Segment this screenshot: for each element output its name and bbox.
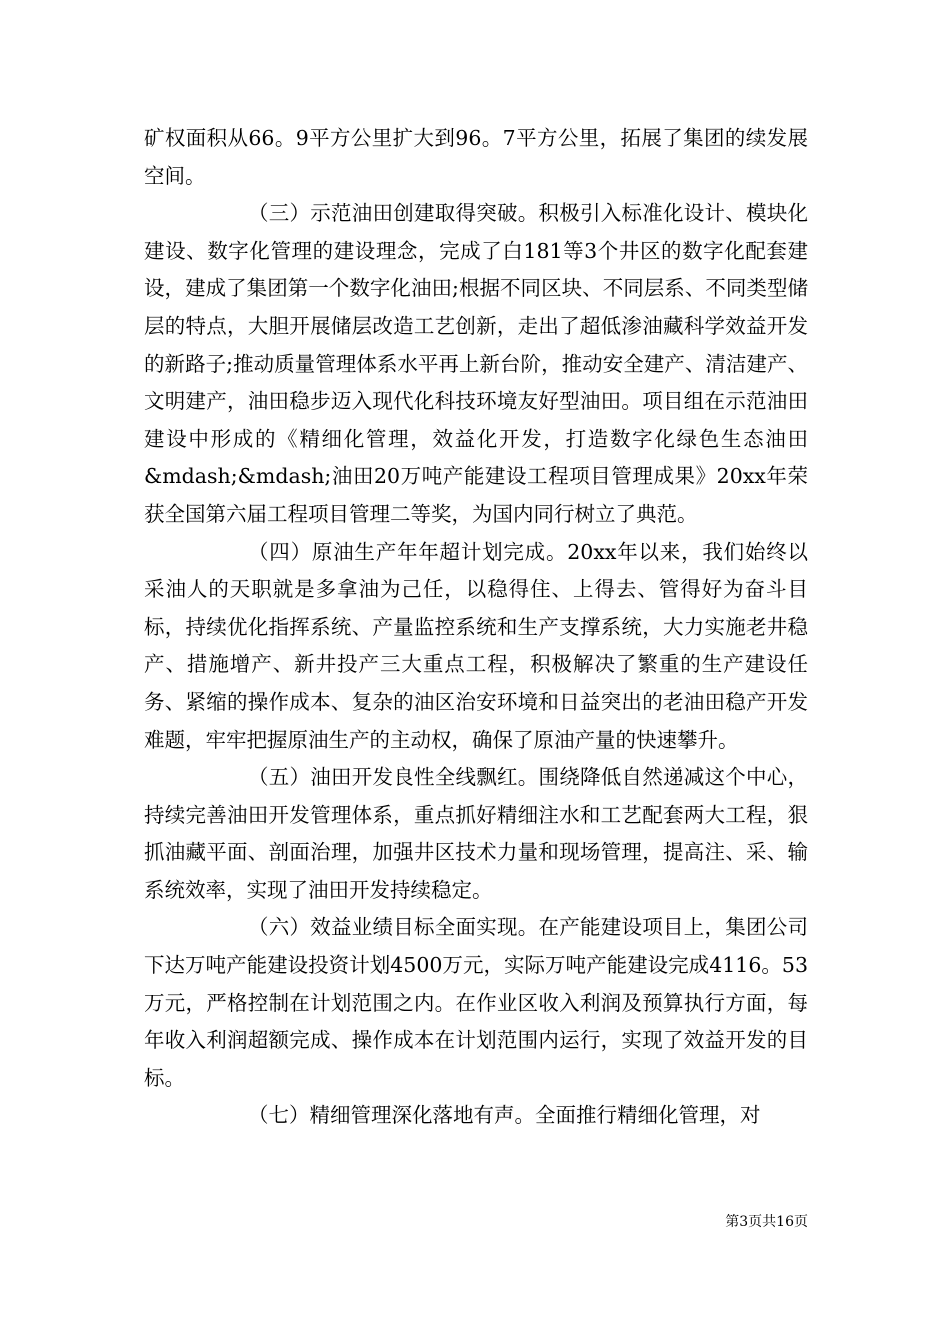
document-body [144,120,808,1135]
paragraph-section-7: （七）精细管理深化落地有声。全面推行精细化管理，对 [248,1103,761,1128]
paragraph-section-3: （三）示范油田创建取得突破。积极引入标准化设计、模块化建设、数字化管理的建设理念，完成了白181等3个井区的数字化配套建设，建成了集团第一个数字化油田;根据不同区块、不同层系、不同类型储层的特点，大胆开展储层改造工艺创新，走出了超低渗油藏科学效益开发的新路子;推动质量管理体系水平再上新台阶，推动安全建产、清洁建产、文明建产，油田稳步迈入现代化科技环境友好型油田。项目组在示范油田建设中形成的《精细化管理，效益化开发，打造数字化绿色生态油田&mdash;&mdash;油田20万吨产能建设工程项目管理成果》20xx年荣获全国第六届工程项目管理二等奖，为国内同行树立了典范。 [144,201,808,526]
paragraph-section-5: （五）油田开发良性全线飘红。围绕降低自然递减这个中心，持续完善油田开发管理体系，重点抓好精细注水和工艺配套两大工程，狠抓油藏平面、剖面治理，加强井区技术力量和现场管理，提高注、采、输系统效率，实现了油田开发持续稳定。 [144,765,808,902]
paragraph-section-6: （六）效益业绩目标全面实现。在产能建设项目上，集团公司下达万吨产能建设投资计划4500万元，实际万吨产能建设完成4116。53万元，严格控制在计划范围之内。在作业区收入利润及预算执行方面，每年收入利润超额完成、操作成本在计划范围内运行，实现了效益开发的目标。 [144,915,808,1090]
paragraph-continuation: 矿权面积从66。9平方公里扩大到96。7平方公里，拓展了集团的续发展空间。 [144,126,808,188]
paragraph-section-4: （四）原油生产年年超计划完成。20xx年以来，我们始终以采油人的天职就是多拿油为己任，以稳得住、上得去、管得好为奋斗目标，持续优化指挥系统、产量监控系统和生产支撑系统，大力实施老井稳产、措施增产、新井投产三大重点工程，积极解决了繁重的生产建设任务、紧缩的操作成本、复杂的油区治安环境和日益突出的老油田稳产开发难题，牢牢把握原油生产的主动权，确保了原油产量的快速攀升。 [144,539,808,752]
page-number-footer: 第3页共16页 [725,1214,808,1230]
